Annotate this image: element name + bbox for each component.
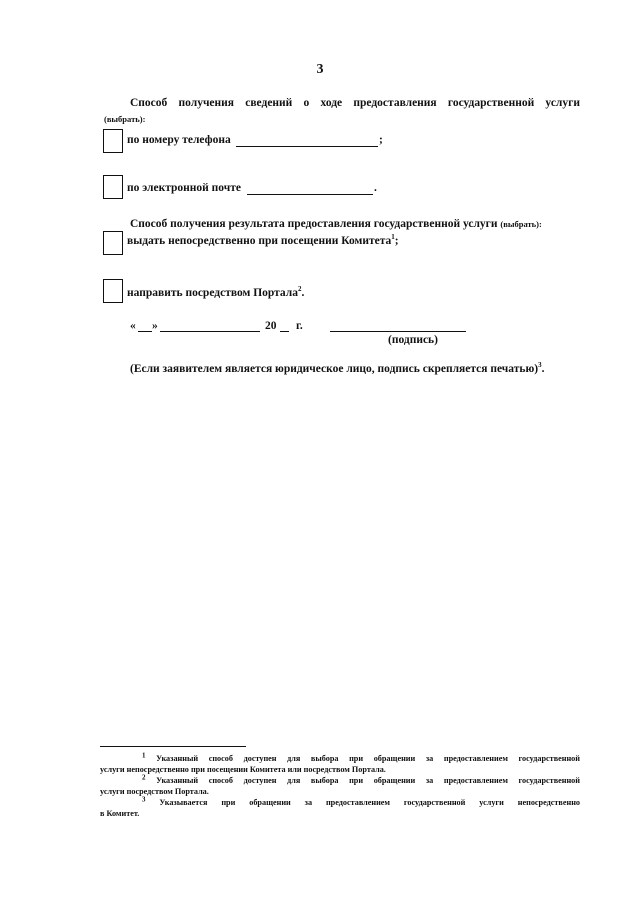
- footnote-1-line1: $^1$ Указанный способ доступен для выбора при обращении за предоставлением государственной: [142, 751, 580, 763]
- phone-checkbox[interactable]: [103, 129, 123, 153]
- signature-label: (подпись): [388, 334, 438, 346]
- section1-choose: (выбрать):: [104, 114, 146, 124]
- email-checkbox[interactable]: [103, 175, 123, 199]
- visit-option-label: выдать непосредственно при посещении Комитета$^1$;: [127, 233, 399, 247]
- section2-choose: (выбрать):: [500, 219, 542, 229]
- date-month-line[interactable]: [160, 331, 260, 332]
- date-year-suffix: г.: [296, 320, 303, 332]
- date-year-line[interactable]: [280, 331, 289, 332]
- date-day-line[interactable]: [138, 331, 152, 332]
- visit-checkbox[interactable]: [103, 231, 123, 255]
- signature-line[interactable]: [330, 331, 466, 332]
- footnote-3-line1: $^3$ Указывается при обращении за предоставлением государственной услуги непосредственно: [142, 795, 581, 807]
- section1-title: Способ получения сведений о ходе предоставления государственной услуги: [130, 97, 580, 109]
- seal-note: (Если заявителем является юридическое лицо, подпись скрепляется печатью)$^3$.: [130, 361, 545, 375]
- footnote-2-line1: $^2$ Указанный способ доступен для выбора при обращении за предоставлением государственной: [142, 773, 580, 785]
- date-open-quote: «: [130, 320, 136, 332]
- email-option-label: по электронной почте: [127, 182, 241, 194]
- footnote-2-line2: услуги посредством Портала.: [100, 787, 209, 796]
- footnotes: [100, 751, 581, 818]
- footnote-ref-1: 1: [391, 233, 395, 242]
- email-fill-line[interactable]: [247, 194, 373, 195]
- portal-option-label: направить посредством Портала$^2$.: [127, 285, 305, 299]
- phone-option-label: по номеру телефона: [127, 134, 231, 146]
- email-end-punct: .: [374, 182, 377, 194]
- section2-title: Способ получения результата предоставления государственной услуги (выбрать):: [130, 218, 542, 230]
- footnote-separator: [100, 746, 246, 747]
- footnote-ref-2: 2: [298, 285, 302, 294]
- portal-checkbox[interactable]: [103, 279, 123, 303]
- phone-fill-line[interactable]: [236, 146, 378, 147]
- date-year-prefix: 20: [265, 320, 277, 332]
- footnote-1-line2: услуги непосредственно при посещении Комитета или посредством Портала.: [100, 765, 386, 774]
- date-close-quote: »: [152, 320, 158, 332]
- footnote-3-line2: в Комитет.: [100, 809, 140, 818]
- footnote-ref-3: 3: [538, 361, 542, 370]
- page-number: 3: [316, 62, 324, 77]
- phone-end-punct: ;: [379, 134, 383, 146]
